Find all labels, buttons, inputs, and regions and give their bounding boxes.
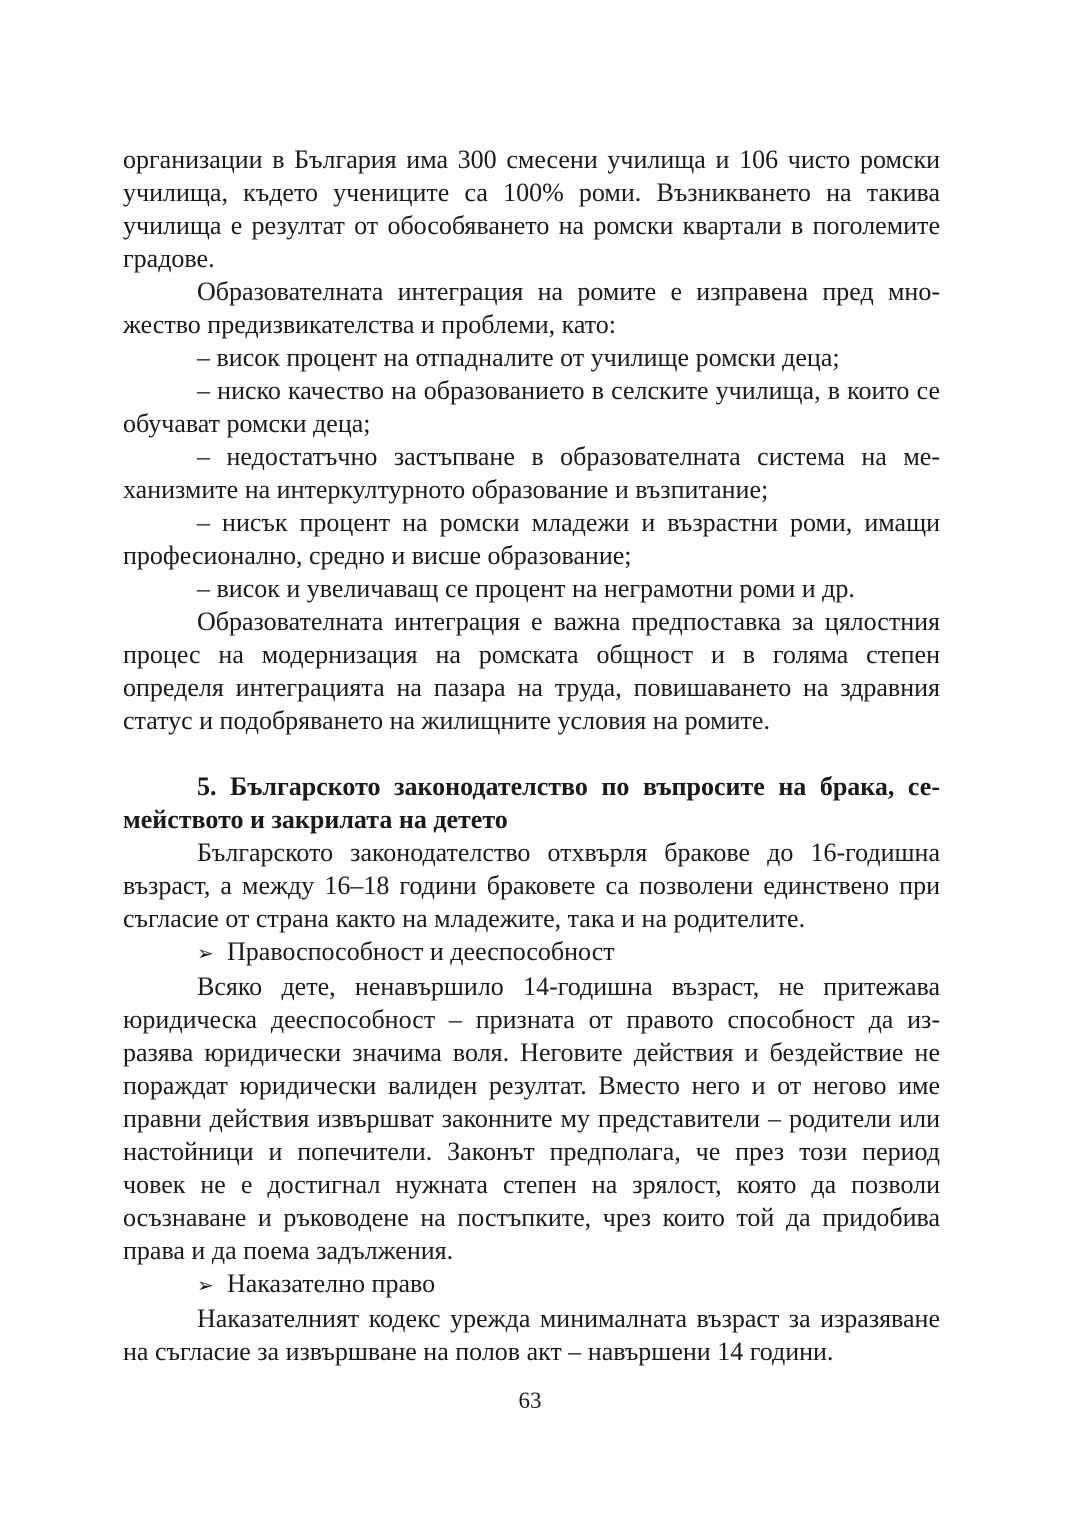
list-item-dropout: – висок процент на отпадналите от училище ромски деца; (197, 343, 840, 372)
bullet-legal-capacity (123, 935, 940, 970)
paragraph-integration: Образователната интеграция е важна предпоставка за цялостния процес на модернизация на ромската общност и в голяма степен определя интеграцията на пазара на труда, повишаването на здравния статус и подобряването на жилищните условия на ромите. (123, 607, 940, 735)
list-item-low-education: – нисък процент на ромски младежи и възрастни роми, имащи професионално, средно и висше образование; (123, 508, 940, 570)
list-item-intercultural: – недостатъчно застъпване в образователната система на механизмите на интеркултурното образование и възпитание; (123, 442, 940, 504)
paragraph-criminal-law: Наказателният кодекс урежда минималната възраст за изразяване на съгласие за извършване на полов акт – навършени 14 години. (123, 1304, 940, 1366)
page-body (123, 143, 940, 1368)
bullet-label: Правоспособност и дееспособност (227, 937, 615, 966)
list-item-quality: – ниско качество на образованието в селските училища, в които се обучават ромски деца; (123, 376, 940, 438)
bullet-label: Наказателно право (227, 1269, 436, 1298)
arrow-bullet-icon: ➢ (197, 1273, 214, 1297)
paragraph-challenges: Образователната интеграция на ромите е изправена пред множество предизвикателства и проблеми, като: (123, 277, 940, 339)
list-item-illiteracy: – висок и увеличаващ се процент на неграмотни роми и др. (197, 574, 855, 603)
page-number: 63 (518, 1388, 542, 1413)
paragraph-intro: организации в България има 300 смесени училища и 106 чисто ромски училища, където учениците са 100% роми. Възникването на такива училища е резултат от обособяването на ромски квартали в поголемите градове. (123, 145, 940, 273)
section-heading: 5. Българското законодателство по въпросите на брака, семейството и закрилата на детето (123, 772, 940, 834)
paragraph-legal-capacity: Всяко дете, ненавършило 14-годишна възраст, не притежава юридическа дееспособност – призната от правото способност да изразява юридически значима воля. Неговите действия и бездействие не пораждат юридически валиден резултат. Вместо него и от негово име правни действия извършват законните му представители – родители или настойници и попечители. Законът предполага, че през този период човек не е достигнал нужната степен на зрялост, която да позволи осъзнаване и ръководене на постъпките, чрез които той да придобива права и да поема задължения. (123, 972, 940, 1265)
paragraph-marriage-age: Българското законодателство отхвърля бракове до 16-годишна възраст, а между 16–18 години браковете са позволени единствено при съгласие от страна както на младежите, така и на родителите. (123, 838, 940, 933)
bullet-criminal-law (123, 1267, 940, 1302)
arrow-bullet-icon: ➢ (197, 941, 214, 965)
